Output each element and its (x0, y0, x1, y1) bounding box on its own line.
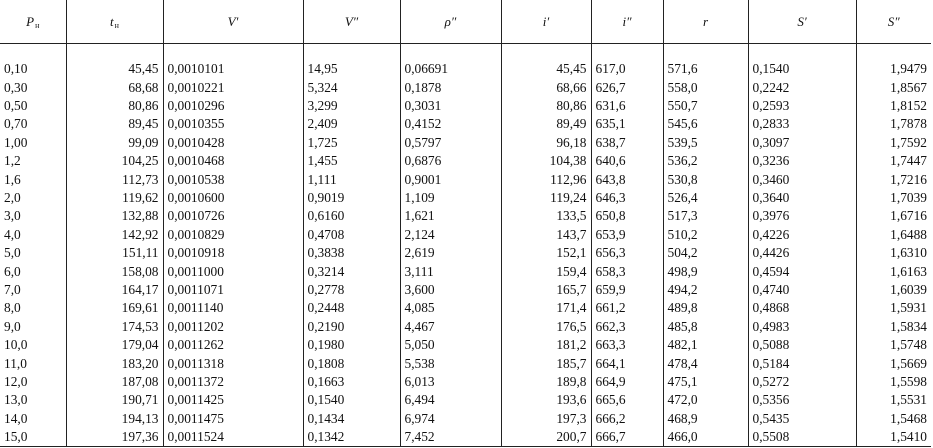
cell-vapor-enthalpy: 662,3 (591, 317, 663, 335)
cell-vapor-enthalpy: 640,6 (591, 152, 663, 170)
table-row (0, 409, 931, 427)
cell-liquid-enthalpy: 152,1 (501, 243, 591, 261)
cell-liquid-specific-volume: 0,0010829 (163, 225, 303, 243)
cell-vapor-enthalpy: 661,2 (591, 299, 663, 317)
cell-latent-heat: 468,9 (663, 409, 748, 427)
cell-vapor-density: 0,06691 (400, 60, 501, 78)
table-row (0, 280, 931, 298)
cell-pressure: 3,0 (0, 207, 66, 225)
cell-vapor-specific-volume: 0,1342 (303, 427, 400, 446)
table-row (0, 188, 931, 206)
cell-liquid-enthalpy: 45,45 (501, 60, 591, 78)
cell-vapor-entropy: 1,5531 (856, 391, 931, 409)
cell-liquid-entropy: 0,2833 (748, 115, 856, 133)
table-row (0, 372, 931, 390)
cell-vapor-entropy: 1,6039 (856, 280, 931, 298)
cell-vapor-enthalpy: 646,3 (591, 188, 663, 206)
table-row (0, 225, 931, 243)
cell-liquid-enthalpy: 133,5 (501, 207, 591, 225)
cell-latent-heat: 571,6 (663, 60, 748, 78)
cell-liquid-entropy: 0,4426 (748, 243, 856, 261)
table-header (0, 1, 931, 44)
cell-saturation-temp: 119,62 (66, 188, 163, 206)
cell-saturation-temp: 187,08 (66, 372, 163, 390)
cell-vapor-density: 5,538 (400, 354, 501, 372)
cell-pressure: 2,0 (0, 188, 66, 206)
cell-vapor-entropy: 1,5669 (856, 354, 931, 372)
cell-liquid-specific-volume: 0,0011318 (163, 354, 303, 372)
cell-vapor-density: 0,6876 (400, 152, 501, 170)
cell-saturation-temp: 45,45 (66, 60, 163, 78)
cell-pressure: 1,2 (0, 152, 66, 170)
cell-liquid-specific-volume: 0,0011372 (163, 372, 303, 390)
cell-vapor-density: 0,9001 (400, 170, 501, 188)
cell-vapor-enthalpy: 631,6 (591, 96, 663, 114)
cell-vapor-entropy: 1,7447 (856, 152, 931, 170)
col-header-symbol: V′ (227, 14, 239, 29)
cell-vapor-entropy: 1,6488 (856, 225, 931, 243)
cell-liquid-entropy: 0,5356 (748, 391, 856, 409)
cell-saturation-temp: 99,09 (66, 133, 163, 151)
cell-latent-heat: 489,8 (663, 299, 748, 317)
cell-saturation-temp: 68,68 (66, 78, 163, 96)
cell-latent-heat: 526,4 (663, 188, 748, 206)
cell-vapor-enthalpy: 659,9 (591, 280, 663, 298)
cell-vapor-enthalpy: 665,6 (591, 391, 663, 409)
cell-liquid-specific-volume: 0,0010221 (163, 78, 303, 96)
cell-vapor-entropy: 1,7592 (856, 133, 931, 151)
cell-vapor-specific-volume: 0,4708 (303, 225, 400, 243)
cell-vapor-specific-volume: 0,2190 (303, 317, 400, 335)
cell-liquid-specific-volume: 0,0010538 (163, 170, 303, 188)
cell-vapor-density: 3,111 (400, 262, 501, 280)
cell-liquid-specific-volume: 0,0010726 (163, 207, 303, 225)
cell-vapor-specific-volume: 1,725 (303, 133, 400, 151)
cell-vapor-enthalpy: 664,1 (591, 354, 663, 372)
cell-liquid-enthalpy: 89,49 (501, 115, 591, 133)
cell-liquid-specific-volume: 0,0010428 (163, 133, 303, 151)
table-row (0, 78, 931, 96)
col-header-liquid-specific-volume (163, 1, 303, 44)
cell-vapor-entropy: 1,5748 (856, 335, 931, 353)
cell-liquid-entropy: 0,1540 (748, 60, 856, 78)
cell-liquid-enthalpy: 68,66 (501, 78, 591, 96)
cell-liquid-enthalpy: 143,7 (501, 225, 591, 243)
cell-vapor-specific-volume: 1,111 (303, 170, 400, 188)
spacer-cell (303, 44, 400, 60)
cell-liquid-enthalpy: 165,7 (501, 280, 591, 298)
cell-vapor-enthalpy: 617,0 (591, 60, 663, 78)
col-header-latent-heat (663, 1, 748, 44)
table-row (0, 60, 931, 78)
cell-saturation-temp: 179,04 (66, 335, 163, 353)
cell-vapor-density: 7,452 (400, 427, 501, 446)
cell-vapor-density: 2,124 (400, 225, 501, 243)
table-row (0, 427, 931, 446)
cell-vapor-specific-volume: 0,2778 (303, 280, 400, 298)
cell-saturation-temp: 132,88 (66, 207, 163, 225)
col-header-pressure (0, 1, 66, 44)
cell-vapor-density: 1,621 (400, 207, 501, 225)
cell-liquid-entropy: 0,2242 (748, 78, 856, 96)
cell-vapor-entropy: 1,8567 (856, 78, 931, 96)
cell-vapor-density: 6,013 (400, 372, 501, 390)
spacer-cell (501, 44, 591, 60)
spacer-cell (748, 44, 856, 60)
cell-pressure: 5,0 (0, 243, 66, 261)
cell-pressure: 6,0 (0, 262, 66, 280)
cell-liquid-specific-volume: 0,0010101 (163, 60, 303, 78)
cell-vapor-enthalpy: 664,9 (591, 372, 663, 390)
cell-liquid-enthalpy: 119,24 (501, 188, 591, 206)
cell-saturation-temp: 104,25 (66, 152, 163, 170)
cell-vapor-specific-volume: 0,3214 (303, 262, 400, 280)
cell-pressure: 1,6 (0, 170, 66, 188)
spacer-cell (400, 44, 501, 60)
table-row (0, 243, 931, 261)
cell-vapor-enthalpy: 638,7 (591, 133, 663, 151)
cell-vapor-density: 6,974 (400, 409, 501, 427)
cell-vapor-entropy: 1,7878 (856, 115, 931, 133)
spacer-cell (0, 44, 66, 60)
cell-liquid-entropy: 0,3640 (748, 188, 856, 206)
cell-saturation-temp: 80,86 (66, 96, 163, 114)
cell-vapor-entropy: 1,5468 (856, 409, 931, 427)
cell-vapor-specific-volume: 0,1663 (303, 372, 400, 390)
cell-vapor-density: 6,494 (400, 391, 501, 409)
cell-liquid-specific-volume: 0,0011475 (163, 409, 303, 427)
cell-saturation-temp: 174,53 (66, 317, 163, 335)
cell-liquid-entropy: 0,5508 (748, 427, 856, 446)
cell-latent-heat: 510,2 (663, 225, 748, 243)
cell-vapor-density: 4,085 (400, 299, 501, 317)
cell-vapor-specific-volume: 0,1808 (303, 354, 400, 372)
table-row (0, 299, 931, 317)
cell-vapor-density: 0,1878 (400, 78, 501, 96)
cell-vapor-enthalpy: 663,3 (591, 335, 663, 353)
col-header-liquid-entropy (748, 1, 856, 44)
col-header-symbol: V″ (344, 14, 359, 29)
cell-saturation-temp: 183,20 (66, 354, 163, 372)
cell-latent-heat: 530,8 (663, 170, 748, 188)
cell-pressure: 11,0 (0, 354, 66, 372)
cell-saturation-temp: 197,36 (66, 427, 163, 446)
col-header-symbol: t (110, 14, 114, 29)
spacer-cell (856, 44, 931, 60)
cell-latent-heat: 558,0 (663, 78, 748, 96)
cell-liquid-enthalpy: 197,3 (501, 409, 591, 427)
cell-vapor-specific-volume: 5,324 (303, 78, 400, 96)
spacer-cell (663, 44, 748, 60)
cell-liquid-specific-volume: 0,0011262 (163, 335, 303, 353)
cell-saturation-temp: 151,11 (66, 243, 163, 261)
cell-pressure: 9,0 (0, 317, 66, 335)
cell-vapor-entropy: 1,6716 (856, 207, 931, 225)
cell-vapor-specific-volume: 1,455 (303, 152, 400, 170)
cell-liquid-entropy: 0,5272 (748, 372, 856, 390)
cell-vapor-enthalpy: 653,9 (591, 225, 663, 243)
table-row (0, 262, 931, 280)
cell-liquid-specific-volume: 0,0010468 (163, 152, 303, 170)
cell-pressure: 10,0 (0, 335, 66, 353)
col-header-vapor-specific-volume (303, 1, 400, 44)
table-row (0, 207, 931, 225)
cell-saturation-temp: 89,45 (66, 115, 163, 133)
cell-vapor-entropy: 1,9479 (856, 60, 931, 78)
cell-vapor-density: 0,3031 (400, 96, 501, 114)
cell-liquid-entropy: 0,4226 (748, 225, 856, 243)
cell-vapor-specific-volume: 0,1980 (303, 335, 400, 353)
cell-latent-heat: 494,2 (663, 280, 748, 298)
cell-vapor-density: 4,467 (400, 317, 501, 335)
table-row (0, 170, 931, 188)
cell-liquid-entropy: 0,4740 (748, 280, 856, 298)
cell-liquid-entropy: 0,2593 (748, 96, 856, 114)
spacer-cell (66, 44, 163, 60)
cell-saturation-temp: 169,61 (66, 299, 163, 317)
cell-liquid-entropy: 0,3097 (748, 133, 856, 151)
cell-vapor-entropy: 1,7216 (856, 170, 931, 188)
col-header-symbol: i′ (542, 14, 550, 29)
cell-saturation-temp: 164,17 (66, 280, 163, 298)
spacer-row (0, 44, 931, 60)
cell-vapor-density: 2,619 (400, 243, 501, 261)
cell-vapor-density: 0,5797 (400, 133, 501, 151)
cell-vapor-enthalpy: 666,2 (591, 409, 663, 427)
cell-vapor-density: 3,600 (400, 280, 501, 298)
cell-pressure: 7,0 (0, 280, 66, 298)
cell-liquid-enthalpy: 185,7 (501, 354, 591, 372)
spacer-cell (591, 44, 663, 60)
cell-vapor-enthalpy: 666,7 (591, 427, 663, 446)
cell-latent-heat: 550,7 (663, 96, 748, 114)
cell-liquid-enthalpy: 104,38 (501, 152, 591, 170)
table-body (0, 44, 931, 447)
table-row (0, 96, 931, 114)
cell-vapor-specific-volume: 0,6160 (303, 207, 400, 225)
cell-latent-heat: 485,8 (663, 317, 748, 335)
col-header-symbol: P (26, 14, 35, 29)
table-row (0, 391, 931, 409)
cell-liquid-entropy: 0,5184 (748, 354, 856, 372)
cell-liquid-specific-volume: 0,0010918 (163, 243, 303, 261)
cell-vapor-enthalpy: 626,7 (591, 78, 663, 96)
cell-latent-heat: 478,4 (663, 354, 748, 372)
cell-vapor-enthalpy: 635,1 (591, 115, 663, 133)
cell-vapor-specific-volume: 0,3838 (303, 243, 400, 261)
cell-vapor-entropy: 1,7039 (856, 188, 931, 206)
col-header-vapor-enthalpy (591, 1, 663, 44)
cell-latent-heat: 498,9 (663, 262, 748, 280)
col-header-symbol: i″ (622, 14, 632, 29)
cell-liquid-entropy: 0,3236 (748, 152, 856, 170)
col-header-symbol: S″ (887, 14, 900, 29)
table-row (0, 133, 931, 151)
cell-vapor-specific-volume: 0,9019 (303, 188, 400, 206)
cell-latent-heat: 475,1 (663, 372, 748, 390)
cell-vapor-density: 0,4152 (400, 115, 501, 133)
cell-liquid-enthalpy: 171,4 (501, 299, 591, 317)
col-header-symbol: r (702, 14, 709, 29)
cell-vapor-specific-volume: 0,1540 (303, 391, 400, 409)
cell-liquid-specific-volume: 0,0010355 (163, 115, 303, 133)
cell-latent-heat: 472,0 (663, 391, 748, 409)
cell-pressure: 0,10 (0, 60, 66, 78)
table-row (0, 354, 931, 372)
col-header-saturation-temp (66, 1, 163, 44)
cell-liquid-entropy: 0,4868 (748, 299, 856, 317)
cell-liquid-specific-volume: 0,0011202 (163, 317, 303, 335)
cell-liquid-enthalpy: 189,8 (501, 372, 591, 390)
cell-pressure: 13,0 (0, 391, 66, 409)
col-header-subscript: н (114, 21, 119, 30)
cell-liquid-specific-volume: 0,0010600 (163, 188, 303, 206)
cell-latent-heat: 466,0 (663, 427, 748, 446)
cell-pressure: 4,0 (0, 225, 66, 243)
cell-vapor-enthalpy: 650,8 (591, 207, 663, 225)
cell-liquid-specific-volume: 0,0011524 (163, 427, 303, 446)
cell-vapor-enthalpy: 656,3 (591, 243, 663, 261)
table-row (0, 335, 931, 353)
cell-pressure: 8,0 (0, 299, 66, 317)
table-row (0, 317, 931, 335)
cell-liquid-enthalpy: 176,5 (501, 317, 591, 335)
cell-latent-heat: 504,2 (663, 243, 748, 261)
cell-liquid-entropy: 0,3460 (748, 170, 856, 188)
cell-pressure: 14,0 (0, 409, 66, 427)
col-header-symbol: ρ″ (444, 14, 457, 29)
cell-liquid-entropy: 0,4594 (748, 262, 856, 280)
cell-vapor-specific-volume: 2,409 (303, 115, 400, 133)
cell-vapor-enthalpy: 643,8 (591, 170, 663, 188)
cell-vapor-entropy: 1,5410 (856, 427, 931, 446)
cell-saturation-temp: 142,92 (66, 225, 163, 243)
cell-pressure: 15,0 (0, 427, 66, 446)
spacer-cell (163, 44, 303, 60)
cell-liquid-enthalpy: 181,2 (501, 335, 591, 353)
cell-vapor-entropy: 1,5931 (856, 299, 931, 317)
cell-vapor-entropy: 1,8152 (856, 96, 931, 114)
cell-saturation-temp: 158,08 (66, 262, 163, 280)
cell-vapor-entropy: 1,5598 (856, 372, 931, 390)
cell-liquid-specific-volume: 0,0011425 (163, 391, 303, 409)
table-row (0, 152, 931, 170)
cell-liquid-entropy: 0,3976 (748, 207, 856, 225)
cell-vapor-specific-volume: 0,2448 (303, 299, 400, 317)
cell-liquid-entropy: 0,5088 (748, 335, 856, 353)
cell-liquid-entropy: 0,4983 (748, 317, 856, 335)
cell-latent-heat: 517,3 (663, 207, 748, 225)
cell-liquid-specific-volume: 0,0011071 (163, 280, 303, 298)
cell-liquid-enthalpy: 112,96 (501, 170, 591, 188)
cell-vapor-entropy: 1,6310 (856, 243, 931, 261)
cell-vapor-specific-volume: 3,299 (303, 96, 400, 114)
cell-vapor-specific-volume: 0,1434 (303, 409, 400, 427)
cell-liquid-enthalpy: 159,4 (501, 262, 591, 280)
col-header-subscript: н (35, 21, 40, 30)
cell-pressure: 0,30 (0, 78, 66, 96)
cell-saturation-temp: 190,71 (66, 391, 163, 409)
cell-pressure: 0,50 (0, 96, 66, 114)
cell-liquid-entropy: 0,5435 (748, 409, 856, 427)
table-row (0, 115, 931, 133)
col-header-liquid-enthalpy (501, 1, 591, 44)
header-row (0, 1, 931, 44)
cell-liquid-enthalpy: 96,18 (501, 133, 591, 151)
cell-pressure: 1,00 (0, 133, 66, 151)
cell-liquid-enthalpy: 80,86 (501, 96, 591, 114)
cell-liquid-specific-volume: 0,0011140 (163, 299, 303, 317)
cell-liquid-enthalpy: 193,6 (501, 391, 591, 409)
cell-vapor-density: 1,109 (400, 188, 501, 206)
cell-latent-heat: 545,6 (663, 115, 748, 133)
cell-latent-heat: 482,1 (663, 335, 748, 353)
col-header-vapor-entropy (856, 1, 931, 44)
cell-vapor-entropy: 1,5834 (856, 317, 931, 335)
cell-pressure: 12,0 (0, 372, 66, 390)
cell-vapor-enthalpy: 658,3 (591, 262, 663, 280)
col-header-vapor-density (400, 1, 501, 44)
cell-liquid-specific-volume: 0,0011000 (163, 262, 303, 280)
cell-pressure: 0,70 (0, 115, 66, 133)
cell-liquid-enthalpy: 200,7 (501, 427, 591, 446)
cell-vapor-density: 5,050 (400, 335, 501, 353)
cell-saturation-temp: 112,73 (66, 170, 163, 188)
cell-liquid-specific-volume: 0,0010296 (163, 96, 303, 114)
cell-vapor-specific-volume: 14,95 (303, 60, 400, 78)
cell-latent-heat: 539,5 (663, 133, 748, 151)
cell-vapor-entropy: 1,6163 (856, 262, 931, 280)
col-header-symbol: S′ (797, 14, 807, 29)
cell-latent-heat: 536,2 (663, 152, 748, 170)
cell-saturation-temp: 194,13 (66, 409, 163, 427)
